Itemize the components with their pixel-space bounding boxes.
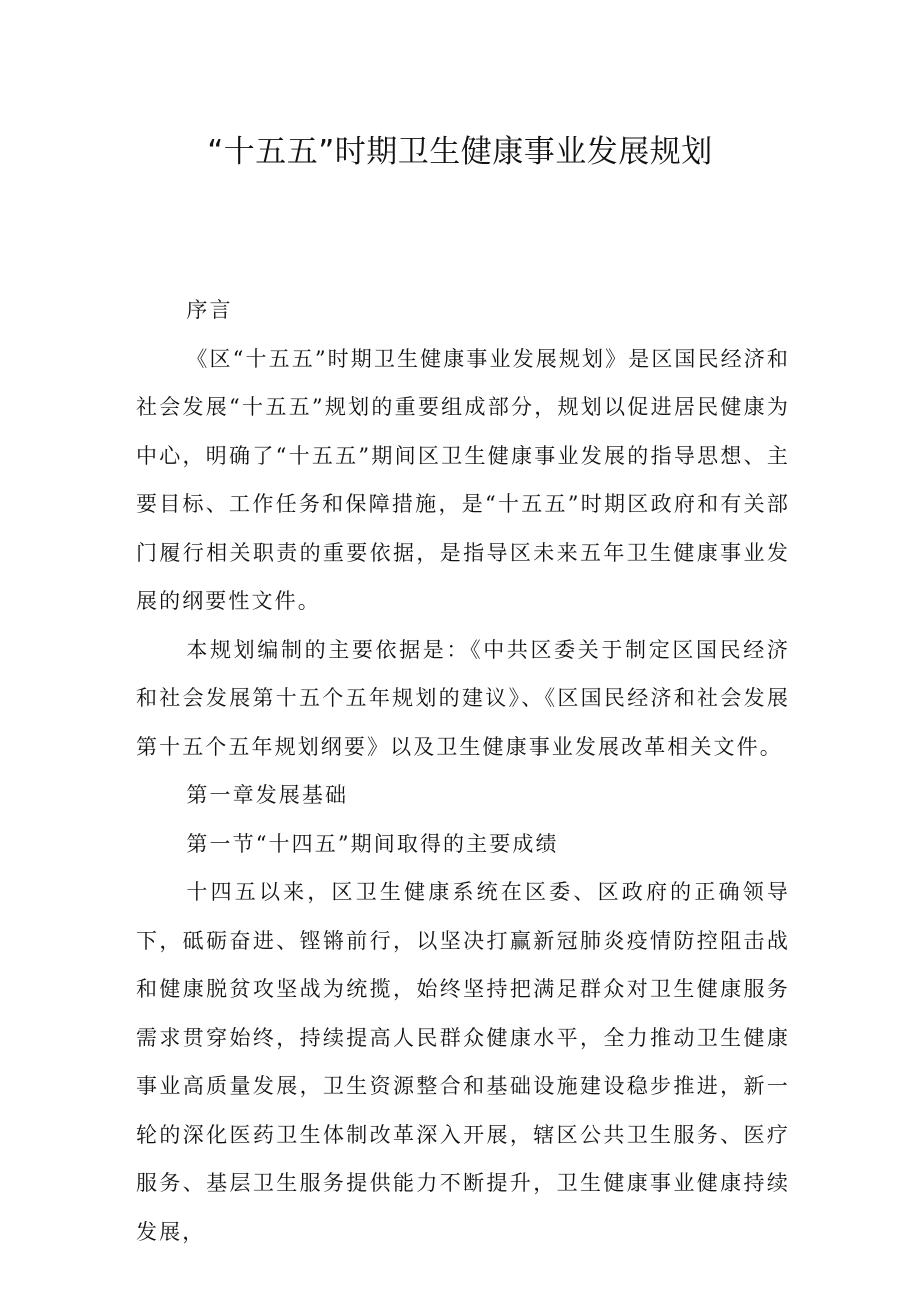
section-heading: 第一节“十四五”期间取得的主要成绩 (186, 831, 559, 856)
document-title: “十五五”时期卫生健康事业发展规划 (207, 134, 713, 170)
chapter-heading: 第一章发展基础 (186, 783, 349, 807)
paragraph-intro: 《区“十五五”时期卫生健康事业发展规划》是区国民经济和社会发展“十五五”规划的重要组成部分，规划以促进居民健康为中心，明确了“十五五”期间区卫生健康事业发展的指导思想、主要目标、工作任务和保障措施，是“十五五”时期区政府和有关部门履行相关职责的重要依据，是指导区未来五年卫生健康事业发展的纲要性文件。 (136, 346, 790, 613)
paragraph-achievements: 十四五以来，区卫生健康系统在区委、区政府的正确领导下，砥砺奋进、铿锵前行，以坚决打赢新冠肺炎疫情防控阻击战和健康脱贫攻坚战为统揽，始终坚持把满足群众对卫生健康服务需求贯穿始终，持续提高人民群众健康水平，全力推动卫生健康事业高质量发展，卫生资源整合和基础设施建设稳步推进，新一轮的深化医药卫生体制改革深入开展，辖区公共卫生服务、医疗服务、基层卫生服务提供能力不断提升，卫生健康事业健康持续发展， (136, 880, 790, 1244)
section-heading-preface: 序言 (186, 298, 233, 322)
document-body (136, 286, 790, 1256)
paragraph-basis: 本规划编制的主要依据是：《中共区委关于制定区国民经济和社会发展第十五个五年规划的建议》、《区国民经济和社会发展第十五个五年规划纲要》以及卫生健康事业发展改革相关文件。 (136, 637, 790, 759)
